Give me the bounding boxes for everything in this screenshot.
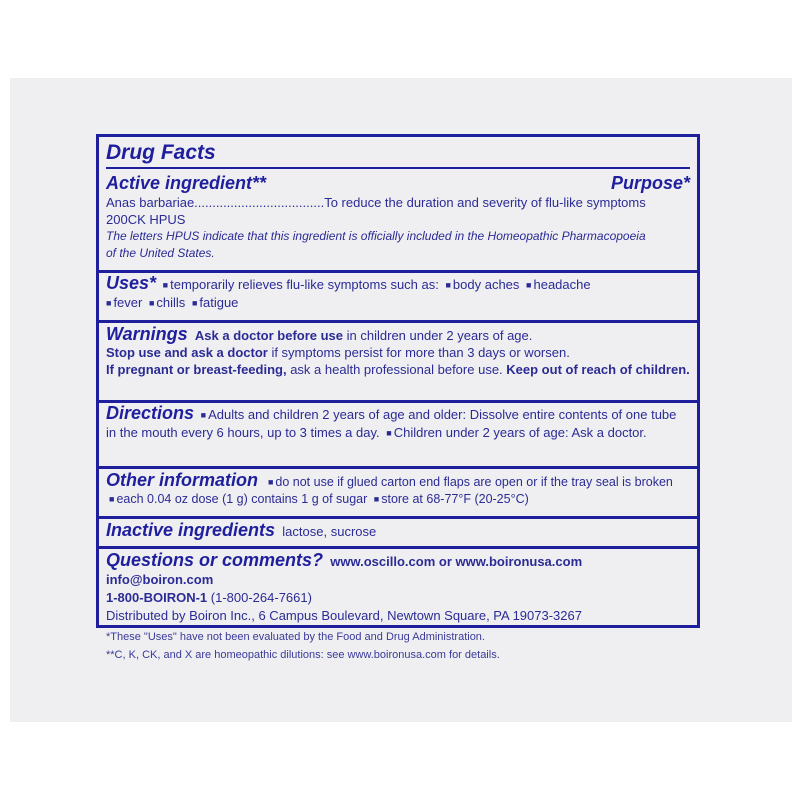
divider xyxy=(99,320,697,323)
warning-text: ask a health professional before use. xyxy=(286,362,507,377)
use-item: fatigue xyxy=(199,295,239,310)
distributor-address: Distributed by Boiron Inc., 6 Campus Boulevard, Newtown Square, PA 19073-3267 xyxy=(106,608,582,623)
active-ingredient-section xyxy=(99,172,697,262)
bullet-icon: ■ xyxy=(373,494,380,504)
other-item: each 0.04 oz dose (1 g) contains 1 g of sugar xyxy=(116,492,368,506)
inactive-ingredients-heading: Inactive ingredients xyxy=(106,520,276,540)
warning-bold: Ask a doctor before use xyxy=(194,328,344,343)
warnings-section xyxy=(99,326,697,378)
divider xyxy=(99,546,697,549)
bullet-icon: ■ xyxy=(162,280,169,290)
bullet-icon: ■ xyxy=(106,298,112,308)
uses-section xyxy=(99,275,697,312)
use-item: temporarily relieves flu-like symptoms such as: xyxy=(170,277,439,292)
divider xyxy=(106,167,690,169)
direction-item: Children under 2 years of age: Ask a doctor. xyxy=(393,425,647,440)
divider xyxy=(99,516,697,519)
website-links[interactable]: www.oscillo.com or www.boironusa.com xyxy=(330,554,583,569)
drug-facts-title-section xyxy=(99,140,697,166)
other-item: do not use if glued carton end flaps are open or if the tray seal is broken xyxy=(275,475,673,489)
leader-dots: .................................... xyxy=(194,195,325,210)
bullet-icon: ■ xyxy=(445,280,451,290)
warning-bold: Keep out of reach of children. xyxy=(506,362,690,377)
hpus-note: The letters HPUS indicate that this ingredient is officially included in the Homeopathic Pharmacopoeia of the United States. xyxy=(106,229,646,260)
direction-item: Adults and children 2 years of age and older: Dissolve entire contents of one tube in the mouth every 6 hours, up to 3 times a day. xyxy=(106,407,677,440)
ingredient-strength: 200CK HPUS xyxy=(106,212,186,227)
bullet-icon: ■ xyxy=(200,410,207,420)
directions-heading: Directions xyxy=(106,403,195,423)
use-item: body aches xyxy=(452,277,520,292)
ingredient-purpose: To reduce the duration and severity of flu-like symptoms xyxy=(324,195,646,210)
bullet-icon: ■ xyxy=(148,298,155,308)
warning-bold: If pregnant or breast-feeding, xyxy=(106,362,287,377)
bullet-icon: ■ xyxy=(526,280,532,290)
other-information-heading: Other information xyxy=(106,470,258,490)
drug-facts-label xyxy=(96,134,700,628)
directions-section xyxy=(99,405,697,442)
ingredient-name: Anas barbariae xyxy=(106,195,195,210)
bullet-icon: ■ xyxy=(386,428,392,438)
email-link[interactable]: info@boiron.com xyxy=(106,572,214,587)
other-item: store at 68-77°F (20-25°C) xyxy=(381,492,529,506)
bullet-icon: ■ xyxy=(267,477,274,487)
divider xyxy=(99,270,697,273)
drug-facts-title: Drug Facts xyxy=(106,141,216,164)
divider xyxy=(99,466,697,469)
bullet-icon: ■ xyxy=(109,494,115,504)
other-information-section xyxy=(99,472,697,508)
use-item: chills xyxy=(156,295,186,310)
phone-number: 1-800-BOIRON-1 xyxy=(106,590,208,605)
questions-section xyxy=(99,551,697,625)
use-item: fever xyxy=(113,295,143,310)
phone-numeric: (1-800-264-7661) xyxy=(210,590,312,605)
purpose-heading: Purpose* xyxy=(610,173,690,193)
bullet-icon: ■ xyxy=(191,298,198,308)
warning-bold: Stop use and ask a doctor xyxy=(106,345,268,360)
warning-text: if symptoms persist for more than 3 days or worsen. xyxy=(267,345,570,360)
inactive-ingredients-section xyxy=(99,522,697,540)
footnote: *These "Uses" have not been evaluated by the Food and Drug Administration. xyxy=(106,631,485,643)
use-item: headache xyxy=(533,277,591,292)
warnings-heading: Warnings xyxy=(106,324,188,344)
warning-text: in children under 2 years of age. xyxy=(343,328,533,343)
footnote: **C, K, CK, and X are homeopathic dilutions: see www.boironusa.com for details. xyxy=(106,649,500,661)
uses-heading: Uses* xyxy=(106,273,157,293)
questions-heading: Questions or comments? xyxy=(106,550,324,570)
inactive-ingredients-text: lactose, sucrose xyxy=(282,524,377,539)
active-ingredient-heading: Active ingredient** xyxy=(106,173,267,193)
